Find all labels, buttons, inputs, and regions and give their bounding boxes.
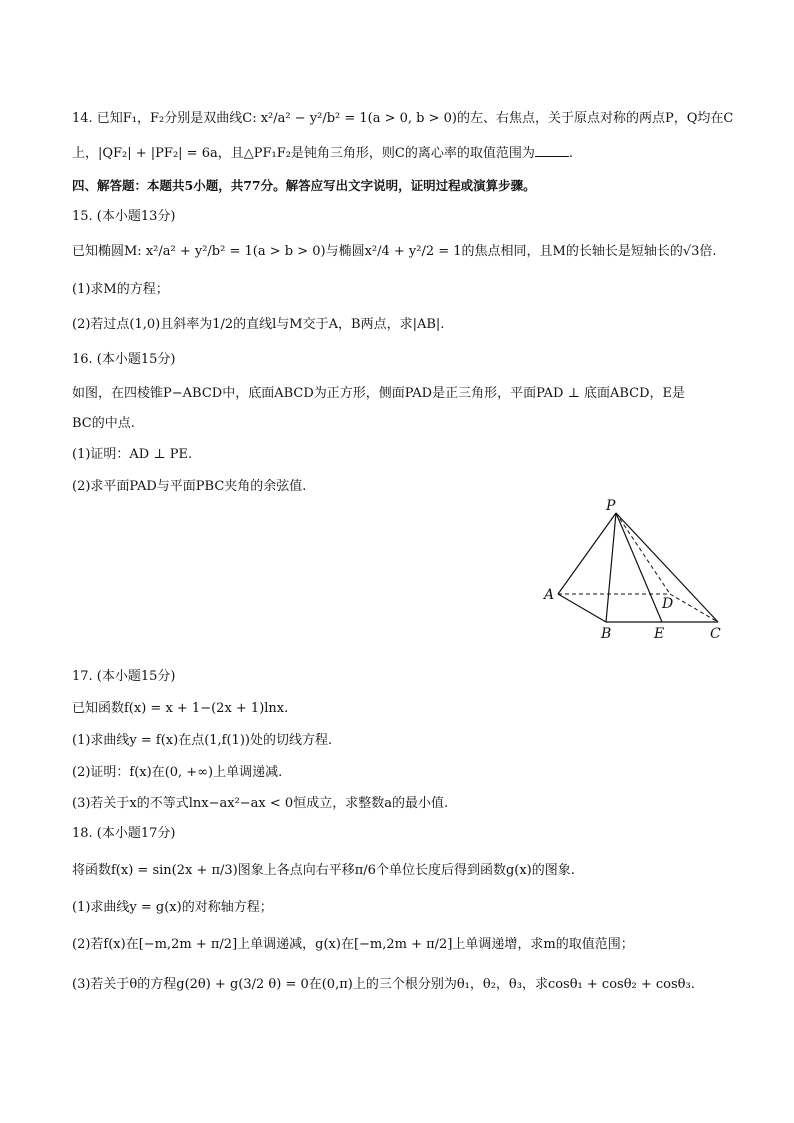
problem-16-question-2: (2)求平面PAD与平面PBC夹角的余弦值. <box>72 479 307 494</box>
label-E: E <box>654 626 665 642</box>
problem-18-heading: 18. (本小题17分) <box>72 826 176 841</box>
problem-16-heading: 16. (本小题15分) <box>72 352 176 367</box>
pyramid-figure <box>540 498 730 643</box>
problem-15-statement: 已知椭圆M: x²/a² + y²/b² = 1(a > b > 0)与椭圆x²/4 + y²/2 = 1的焦点相同，且M的长轴长是短轴长的√3倍. <box>72 244 717 259</box>
problem-14-line-1: 14. 已知F₁，F₂分别是双曲线C: x²/a² − y²/b² = 1(a > 0, b > 0)的左、右焦点，关于原点对称的两点P，Q均在C <box>72 111 734 126</box>
problem-18-question-3: (3)若关于θ的方程g(2θ) + g(3/2 θ) = 0在(0,π)上的三个根分别为θ₁，θ₂，θ₃，求cosθ₁ + cosθ₂ + cosθ₃. <box>72 977 695 992</box>
answer-blank <box>535 144 569 157</box>
edge-PA <box>558 513 616 594</box>
edge-PB <box>606 513 616 622</box>
problem-17-question-1: (1)求曲线y = f(x)在点(1,f(1))处的切线方程. <box>72 733 333 748</box>
label-A: A <box>544 587 555 603</box>
label-D: D <box>662 596 674 612</box>
problem-17-question-2: (2)证明：f(x)在(0, +∞)上单调递减. <box>72 765 283 780</box>
edge-AB <box>558 594 606 622</box>
edge-PE <box>616 513 662 622</box>
problem-16-question-1: (1)证明：AD ⊥ PE. <box>72 447 193 462</box>
problem-16-statement-2: BC的中点. <box>72 416 135 431</box>
section-4-heading: 四、解答题：本题共5小题，共77分。解答应写出文字说明，证明过程或演算步骤。 <box>72 178 536 193</box>
problem-14-line-2-text: 上，|QF₂| + |PF₂| = 6a，且△PF₁F₂是钝角三角形，则C的离心率的取值范围为 <box>72 146 535 161</box>
problem-16-statement-1: 如图，在四棱锥P−ABCD中，底面ABCD为正方形，侧面PAD是正三角形，平面PAD ⊥ 底面ABCD，E是 <box>72 386 686 401</box>
edge-PD-hidden <box>616 513 670 594</box>
problem-18-question-2: (2)若f(x)在[−m,2m + π/2]上单调递减，g(x)在[−m,2m + π/2]上单调递增，求m的取值范围； <box>72 937 634 952</box>
edge-DC-hidden <box>670 594 718 622</box>
label-B: B <box>601 626 612 642</box>
label-C: C <box>710 626 721 642</box>
problem-18-statement: 将函数f(x) = sin(2x + π/3)图象上各点向右平移π/6个单位长度后得到函数g(x)的图象. <box>72 863 575 878</box>
problem-18-question-1: (1)求曲线y = g(x)的对称轴方程； <box>72 900 273 915</box>
problem-15-question-1: (1)求M的方程； <box>72 282 169 297</box>
problem-14-line-2: 上，|QF₂| + |PF₂| = 6a，且△PF₁F₂是钝角三角形，则C的离心率的取值范围为 . <box>72 146 574 161</box>
problem-17-statement: 已知函数f(x) = x + 1−(2x + 1)lnx. <box>72 701 289 716</box>
problem-15-heading: 15. (本小题13分) <box>72 209 176 224</box>
problem-17-heading: 17. (本小题15分) <box>72 669 176 684</box>
problem-15-question-2: (2)若过点(1,0)且斜率为1/2的直线l与M交于A，B两点，求|AB|. <box>72 317 445 332</box>
problem-17-question-3: (3)若关于x的不等式lnx−ax²−ax < 0恒成立，求整数a的最小值. <box>72 796 449 811</box>
label-P: P <box>606 498 616 514</box>
